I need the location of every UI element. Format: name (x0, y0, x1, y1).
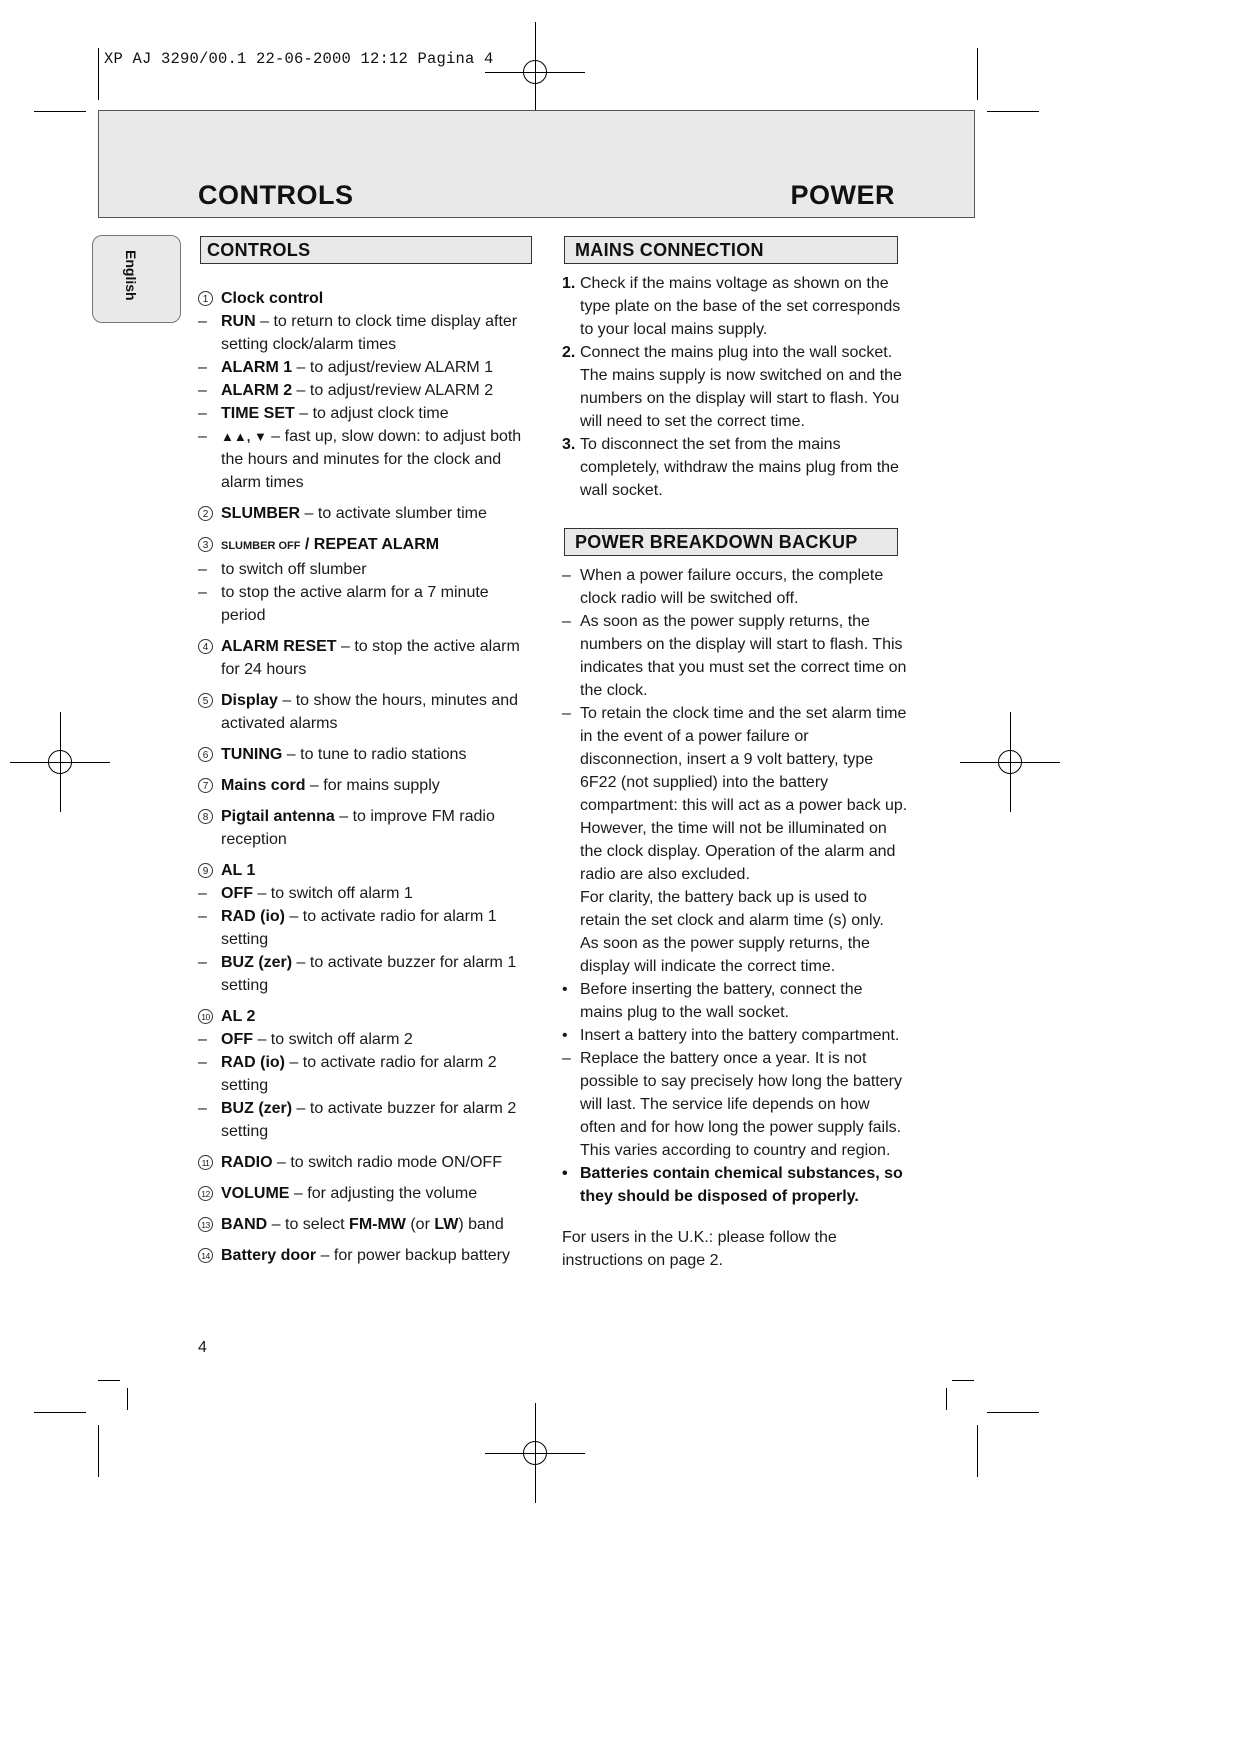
crop-mark (98, 48, 99, 100)
control-title: Display (221, 692, 278, 709)
item-text: Insert a battery into the battery compartment. (580, 1027, 900, 1044)
crop-mark (34, 1412, 86, 1413)
control-text: – to improve FM radio reception (221, 808, 495, 848)
control-item (198, 689, 536, 735)
crop-mark (987, 1412, 1039, 1413)
control-title: ALARM 2 (221, 382, 293, 399)
control-title: LW (434, 1216, 459, 1233)
control-subitem (198, 905, 536, 951)
backup-item (562, 1047, 908, 1162)
spacer (198, 681, 536, 689)
dash-marker: – (198, 428, 207, 445)
control-item (198, 859, 536, 882)
uk-note: For users in the U.K.: please follow the instructions on page 2. (562, 1229, 837, 1269)
control-text: – fast up, slow down: to adjust both the hours and minutes for the clock and alarm times (221, 428, 522, 491)
page-number: 4 (198, 1339, 207, 1356)
control-text: – to activate buzzer for alarm 2 setting (221, 1100, 517, 1140)
control-text: to stop the active alarm for a 7 minute period (221, 584, 489, 624)
control-subitem (198, 379, 536, 402)
crop-mark (98, 1380, 120, 1381)
control-number (198, 1005, 213, 1028)
circled-number: 12 (198, 1186, 213, 1201)
circled-number: 6 (198, 747, 213, 762)
dash-marker: – (198, 382, 207, 399)
item-text: To retain the clock time and the set alarm time in the event of a power failure or disconnection, insert a 9 volt battery, type 6F22 (not supplied) into the battery compartment: this will act as a power back up. However, the time will not be illuminated on the clock display. Operation of the alarm and radio are also excluded. (580, 705, 908, 883)
crop-mark (977, 48, 978, 100)
control-subitem (198, 1051, 536, 1097)
item-marker: – (562, 1050, 571, 1067)
print-slug: XP AJ 3290/00.1 22-06-2000 12:12 Pagina 4 (104, 50, 494, 68)
control-title: Clock control (221, 290, 324, 307)
control-number (198, 287, 213, 310)
item-text: Replace the battery once a year. It is not possible to say precisely how long the battery will last. The service life depends on how often and for how long the power supply fails. This varies according to country and region. (580, 1050, 902, 1159)
circled-number: 8 (198, 809, 213, 824)
circled-number: 11 (198, 1155, 213, 1170)
dash-marker: – (198, 313, 207, 330)
circled-number: 5 (198, 693, 213, 708)
control-text: – to adjust/review ALARM 2 (292, 382, 494, 399)
circled-number: 10 (198, 1009, 213, 1024)
control-title: RUN (221, 313, 256, 330)
control-text: – to tune to radio stations (282, 746, 467, 763)
mains-step (562, 272, 908, 341)
spacer (198, 1174, 536, 1182)
control-title: BUZ (zer) (221, 954, 293, 971)
dash-marker: – (198, 885, 207, 902)
spacer (198, 797, 536, 805)
control-title: ▲▲, ▼ (221, 429, 267, 444)
item-marker: • (562, 981, 568, 998)
circled-number: 1 (198, 291, 213, 306)
circled-number: 13 (198, 1217, 213, 1232)
control-number (198, 1182, 213, 1205)
control-item (198, 743, 536, 766)
control-item (198, 1151, 536, 1174)
control-title: Mains cord (221, 777, 306, 794)
control-number (198, 635, 213, 658)
control-text: (or (405, 1216, 435, 1233)
header-right-title: POWER (790, 180, 895, 210)
control-text: – to switch radio mode ON/OFF (272, 1154, 502, 1171)
dash-marker: – (198, 359, 207, 376)
control-number (198, 533, 213, 556)
control-number (198, 743, 213, 766)
control-item (198, 502, 536, 525)
spacer (198, 494, 536, 502)
control-title: Pigtail antenna (221, 808, 335, 825)
spacer (198, 851, 536, 859)
registration-mark (10, 712, 110, 812)
registration-mark (960, 712, 1060, 812)
control-item (198, 774, 536, 797)
item-marker: • (562, 1027, 568, 1044)
spacer (198, 766, 536, 774)
crop-mark (977, 1425, 978, 1477)
crop-mark (34, 111, 86, 112)
mains-steps (562, 272, 908, 502)
control-text: – for mains supply (305, 777, 440, 794)
item-marker: – (562, 705, 571, 722)
registration-mark (485, 1403, 585, 1503)
item-text: Batteries contain chemical substances, so they should be disposed of properly. (580, 1165, 903, 1205)
header-left-title: CONTROLS (198, 180, 354, 210)
circled-number: 2 (198, 506, 213, 521)
circled-number: 14 (198, 1248, 213, 1263)
item-marker: • (562, 1165, 568, 1182)
controls-heading: CONTROLS (200, 236, 532, 264)
control-title: / REPEAT ALARM (300, 536, 440, 553)
mains-step (562, 341, 908, 433)
control-number (198, 1151, 213, 1174)
control-title: RAD (io) (221, 1054, 285, 1071)
control-title: AL 1 (221, 862, 256, 879)
control-item (198, 1213, 536, 1236)
control-item (198, 635, 536, 681)
spacer (198, 997, 536, 1005)
control-title: OFF (221, 885, 253, 902)
language-tab-label: English (123, 250, 139, 301)
control-text: – for power backup battery (316, 1247, 511, 1264)
item-text: As soon as the power supply returns, the display will indicate the correct time. (580, 935, 870, 975)
control-text: – to return to clock time display after setting clock/alarm times (221, 313, 518, 353)
control-text: – to show the hours, minutes and activated alarms (221, 692, 519, 732)
control-number (198, 1244, 213, 1267)
dash-marker: – (198, 584, 207, 601)
item-text: Before inserting the battery, connect the mains plug to the wall socket. (580, 981, 863, 1021)
backup-item (562, 610, 908, 702)
circled-number: 9 (198, 863, 213, 878)
circled-number: 4 (198, 639, 213, 654)
language-tab (92, 235, 181, 323)
control-subitem (198, 951, 536, 997)
control-text: – to switch off alarm 2 (253, 1031, 413, 1048)
control-item (198, 287, 536, 310)
control-title: VOLUME (221, 1185, 290, 1202)
control-item (198, 805, 536, 851)
item-text: When a power failure occurs, the complete clock radio will be switched off. (580, 567, 884, 607)
control-text: – to adjust clock time (294, 405, 449, 422)
control-subitem (198, 882, 536, 905)
crop-mark (987, 111, 1039, 112)
item-marker: – (562, 613, 571, 630)
spacer (198, 627, 536, 635)
backup-item (562, 564, 908, 610)
control-title: TUNING (221, 746, 283, 763)
control-title: SLUMBER (221, 505, 301, 522)
control-title: RADIO (221, 1154, 273, 1171)
mains-step (562, 433, 908, 502)
control-text: – to activate buzzer for alarm 1 setting (221, 954, 517, 994)
backup-item (562, 1024, 908, 1047)
control-title: TIME SET (221, 405, 295, 422)
control-number (198, 859, 213, 882)
control-title: ALARM RESET (221, 638, 337, 655)
backup-list (562, 564, 908, 1272)
control-item (198, 1182, 536, 1205)
control-title-small: SLUMBER OFF (221, 540, 301, 552)
control-number (198, 1213, 213, 1236)
control-title: AL 2 (221, 1008, 256, 1025)
control-text: to switch off slumber (221, 561, 367, 578)
control-text: – for adjusting the volume (289, 1185, 478, 1202)
dash-marker: – (198, 1031, 207, 1048)
control-subitem (198, 1097, 536, 1143)
mains-heading: MAINS CONNECTION (564, 236, 898, 264)
step-number: 3. (562, 436, 576, 453)
dash-marker: – (198, 1100, 207, 1117)
control-subitem (198, 310, 536, 356)
control-text: – to adjust/review ALARM 1 (292, 359, 494, 376)
step-text: Connect the mains plug into the wall socket. The mains supply is now switched on and the numbers on the display will start to flash. You will need to set the correct time. (580, 344, 902, 430)
control-number (198, 774, 213, 797)
control-subitem (198, 402, 536, 425)
control-text: – to activate radio for alarm 1 setting (221, 908, 497, 948)
crop-mark (98, 1425, 99, 1477)
crop-mark (946, 1388, 947, 1410)
spacer (198, 1143, 536, 1151)
control-subitem (198, 581, 536, 627)
control-title: ALARM 1 (221, 359, 293, 376)
spacer (198, 1205, 536, 1213)
backup-item (562, 978, 908, 1024)
control-number (198, 502, 213, 525)
dash-marker: – (198, 908, 207, 925)
control-text: – to select (267, 1216, 350, 1233)
dash-marker: – (198, 561, 207, 578)
control-item (198, 1244, 536, 1267)
dash-marker: – (198, 1054, 207, 1071)
backup-item (562, 1162, 908, 1208)
circled-number: 7 (198, 778, 213, 793)
item-text: For clarity, the battery back up is used to retain the set clock and alarm time (s) only. (580, 889, 884, 929)
control-number (198, 805, 213, 828)
control-title: FM-MW (349, 1216, 406, 1233)
backup-item (562, 932, 908, 978)
step-text: Check if the mains voltage as shown on the type plate on the base of the set corresponds to your local mains supply. (580, 275, 901, 338)
control-subitem (198, 558, 536, 581)
crop-mark (952, 1380, 974, 1381)
control-subitem (198, 1028, 536, 1051)
dash-marker: – (198, 405, 207, 422)
spacer (198, 735, 536, 743)
registration-mark (485, 22, 585, 122)
step-number: 2. (562, 344, 576, 361)
control-text: ) band (458, 1216, 504, 1233)
control-subitem (198, 356, 536, 379)
control-item (198, 533, 536, 558)
controls-list (198, 287, 536, 1267)
control-subitem (198, 425, 536, 494)
control-title: OFF (221, 1031, 253, 1048)
control-text: – to switch off alarm 1 (253, 885, 413, 902)
backup-item (562, 886, 908, 932)
step-number: 1. (562, 275, 576, 292)
control-number (198, 689, 213, 712)
item-marker: – (562, 567, 571, 584)
backup-item (562, 702, 908, 886)
control-text: – to activate slumber time (300, 505, 487, 522)
control-title: BUZ (zer) (221, 1100, 293, 1117)
dash-marker: – (198, 954, 207, 971)
control-title: RAD (io) (221, 908, 285, 925)
backup-heading: POWER BREAKDOWN BACKUP (564, 528, 898, 556)
item-text: As soon as the power supply returns, the numbers on the display will start to flash. This indicates that you must set the correct time on the clock. (580, 613, 907, 699)
circled-number: 3 (198, 537, 213, 552)
control-text: – to stop the active alarm for 24 hours (221, 638, 520, 678)
control-item (198, 1005, 536, 1028)
spacer (198, 525, 536, 533)
step-text: To disconnect the set from the mains completely, withdraw the mains plug from the wall socket. (580, 436, 899, 499)
control-text: – to activate radio for alarm 2 setting (221, 1054, 497, 1094)
control-title: Battery door (221, 1247, 317, 1264)
spacer (198, 1236, 536, 1244)
crop-mark (127, 1388, 128, 1410)
control-title: BAND (221, 1216, 268, 1233)
